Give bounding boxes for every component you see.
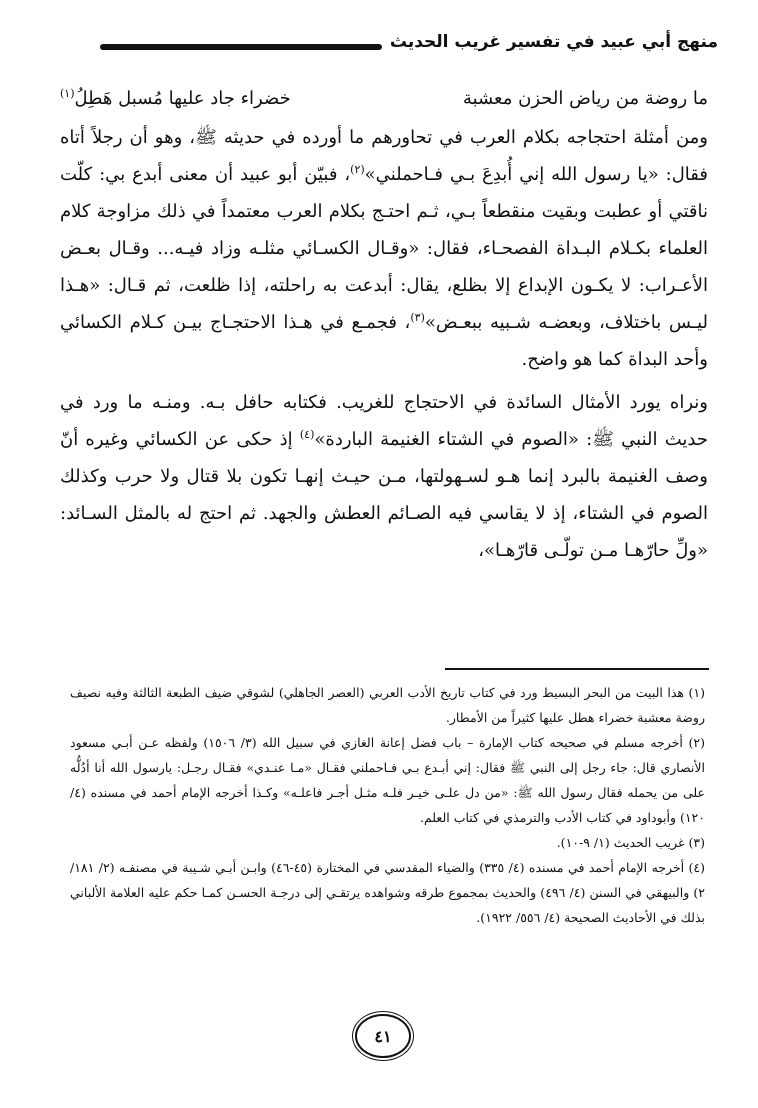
footnote-1: (١) هذا البيت من البحر البسيط ورد في كتاب تاريخ الأدب العربي (العصر الجاهلي) لشوقي ضيف الطبعة الثالثة وفيه نصيف روضة معشبة خضراء هطل عليها كثيراً من الأمطار. — [70, 685, 705, 725]
page-number — [355, 1014, 411, 1058]
verse-second-hemistich-wrap — [60, 80, 291, 117]
paragraph-2-part-a: ونراه يورد الأمثال السائدة في الاحتجاج للغريب. فكتابه حافل بـه. ومنـه ما ورد في حديث النبي ﷺ: «الصوم في الشتاء الغنيمة الباردة» — [60, 392, 708, 450]
footnote-4: (٤) أخرجه الإمام أحمد في مسنده (٤/ ٣٣٥) والضياء المقدسي في المختارة (٤٥-٤٦) وابـن أبـي شـيبة في مصنفـه (٢/ ١٨١/ ٢) والبيهقي في السنن (٤/ ٤٩٦) والحديث بمجموع طرقه وشواهده يرتقـي إلى درجـة الحسـن كمـا حكم عليه العلامة الألباني بذلك في الأحاديث الصحيحة (٤/ ٥٥٦/ ١٩٢٢). — [70, 860, 706, 925]
running-header-title: منهج أبي عبيد في تفسير غريب الحديث — [389, 32, 718, 52]
header-rule — [100, 44, 382, 50]
footnote-ref-4: (٤) — [299, 428, 315, 441]
paragraph-2-part-b: إذ حكى عن الكسائي وغيره أنّ وصف الغنيمة بالبرد إنما هـو لسـهولتها، مـن حيـث إنهـا تكون بلا قتال ولا حرب وكذلك الصوم في الشتاء، إذ لا يقاسي فيه الصـائم العطش والجهد. ثم احتج له بالمثل السـائد: «ولِّ حارّهـا مـن تولّـى قارّهـا»، — [60, 429, 708, 561]
verse-first-hemistich: ما روضة من رياض الحزن معشبة — [462, 88, 708, 109]
paragraph-1 — [60, 119, 708, 378]
footnotes-section — [70, 680, 705, 930]
verse-second-hemistich: خضراء جاد عليها مُسبل هَطِلُ — [74, 88, 291, 109]
page-number-label: ٤١ — [374, 1026, 392, 1046]
paragraph-1-part-b: ، فبيّن أبو عبيد أن معنى أبدع بي: كلّت ناقتي أو عطبت وبقيت منقطعاً بـي، ثـم احتـج بكلام العرب معتمداً في ذلك مزاوجة كلام العلماء بكـلام البـداة الفصحـاء، فقال: «وقـال الكسـائي مثلـه وزاد فيـه... وقـال بعـض الأعـراب: لا يكـون الإبداع إلا بظلع، يقال: أبدعت به راحلته، إذا ظلعت، ثم قـال: «هـذا ليـس باختلاف، وبعضـه شـبيه ببعـض» — [60, 164, 708, 333]
footnote-ref-3: (٣) — [410, 311, 425, 324]
main-text — [60, 80, 708, 569]
paragraph-1-part-a: ومن أمثلة احتجاجه بكلام العرب في تحاورهم ما أورده في حديثه ﷺ، وهو أن رجلاً أتاه فقال: «يا رسول الله إني أُبدِعَ بـي فـاحملني» — [60, 127, 708, 185]
poetry-verse — [60, 80, 708, 117]
paragraph-2 — [60, 384, 708, 569]
footnote-2: (٢) أخرجه مسلم في صحيحه كتاب الإمارة – باب فضل إعانة الغازي في سبيل الله (٣/ ١٥٠٦) ولفظه عـن أبـي مسعود الأنصاري قال: جاء رجل إلى النبي ﷺ فقال: إني أبـدع بـي فـاحملني فقـال «مـا عنـدي» فقـال رجـل: يارسول الله أنا أدُلُّه على من يحمله فقال رسول الله ﷺ: «من دل علـى خيـر فلـه مثـل أجـر فاعلـه» وكـذا أخرجه الإمام أحمد في مسنده (٤/ ١٢٠) وأبوداود في كتاب الأدب والترمذي في كتاب العلم. — [70, 735, 705, 825]
footnote-separator — [445, 668, 709, 670]
footnote-ref-2: (٢) — [350, 163, 365, 176]
footnote-ref-1: (١) — [60, 87, 75, 100]
footnote-3: (٣) غريب الحديث (١/ ٩-١٠). — [556, 835, 705, 850]
paragraph-1-part-c: ، فجمـع في هـذا الاحتجـاج بيـن كـلام الكسائي وأحد البداة كما هو واضح. — [60, 312, 708, 370]
